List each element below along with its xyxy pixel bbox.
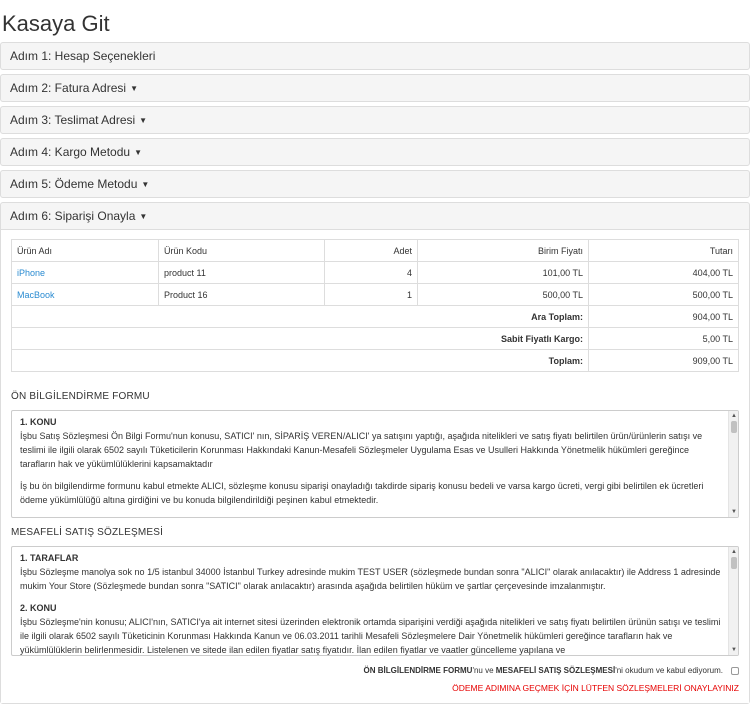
- col-qty: Adet: [325, 240, 418, 262]
- col-unit-price: Birim Fiyatı: [418, 240, 589, 262]
- preinfo-textbox[interactable]: [11, 410, 739, 518]
- total-cell: 500,00 TL: [589, 284, 739, 306]
- unit-price-cell: 101,00 TL: [418, 262, 589, 284]
- cart-table: [11, 239, 739, 372]
- step-6-label: Adım 6: Siparişi Onayla: [10, 209, 136, 223]
- preinfo-paragraph-1: İşbu Satış Sözleşmesi Ön Bilgi Formu'nun konusu, SATICI' nın, SİPARİŞ VEREN/ALICI' ya satışını yaptığı, aşağıda nitelikleri ve satış fiyatı belirtilen ürün/ürünlerin satışı ve teslimi ile ilgili olarak 6502 sayılı Tüketicilerin Korunması Hakkındaki Kanun-Mesafeli Sözleşmeler Uygulama Esas ve Usulleri Hakkında Yönetmelik hükümleri gereğince tarafların hak ve yükümlülüklerini kapsamaktadır: [20, 431, 703, 469]
- grand-total-row: [12, 350, 739, 372]
- product-name-cell: [12, 284, 159, 306]
- agreement-preinfo-bold: ÖN BİLGİLENDİRME FORMU: [363, 666, 473, 675]
- scroll-down-icon[interactable]: ▼: [731, 509, 737, 515]
- col-product-name: Ürün Adı: [12, 240, 159, 262]
- caret-down-icon: ▼: [134, 147, 142, 157]
- contract-heading-2: 2. KONU: [20, 603, 57, 613]
- scroll-up-icon[interactable]: ▲: [731, 549, 737, 555]
- step-4-header[interactable]: [1, 139, 749, 165]
- step-4-label: Adım 4: Kargo Metodu: [10, 145, 131, 159]
- agreement-contract-bold: MESAFELİ SATIŞ SÖZLEŞMESİ: [495, 666, 616, 675]
- step-5-header[interactable]: [1, 171, 749, 197]
- scrollbar[interactable]: [728, 547, 738, 655]
- caret-down-icon: ▼: [130, 83, 138, 93]
- table-row: [12, 284, 739, 306]
- col-product-code: Ürün Kodu: [159, 240, 325, 262]
- contract-textbox[interactable]: [11, 546, 739, 656]
- agreement-warning: ÖDEME ADIMINA GEÇMEK İÇİN LÜTFEN SÖZLEŞMELERİ ONAYLAYINIZ: [452, 683, 739, 693]
- scrollbar-thumb[interactable]: [731, 557, 737, 569]
- caret-down-icon: ▼: [139, 115, 148, 125]
- scroll-down-icon[interactable]: ▼: [731, 647, 737, 653]
- col-total: Tutarı: [589, 240, 739, 262]
- step-4[interactable]: [0, 138, 750, 166]
- contract-paragraph-2: İşbu Sözleşme'nin konusu; ALICI'nın, SATICI'ya ait internet sitesi üzerinden elektronik ortamda siparişini verdiği aşağıda nitelikleri ve satış fiyatı belirtilen ürünün satışı ve teslimi ile ilgili olarak 6502 sayılı Tüketicinin Korunması Hakkında Kanun ve 06.03.2011 tarihli Mesafeli Sözleşmelere Dair Yönetmelik hükümleri gereğince tarafların hak ve yükümlülüklerin belirlenmesidir. Listelenen ve sitede ilan edilen fiyatlar satış fiyatıdır. İlan edilen fiyatlar ve vaatler güncelleme yapılana ve: [20, 617, 721, 655]
- product-code-cell: product 11: [159, 262, 325, 284]
- unit-price-cell: 500,00 TL: [418, 284, 589, 306]
- qty-cell: 4: [325, 262, 418, 284]
- subtotal-row: [12, 306, 739, 328]
- caret-down-icon: ▼: [139, 211, 148, 221]
- scroll-up-icon[interactable]: ▲: [731, 413, 737, 419]
- step-5[interactable]: [0, 170, 750, 198]
- step-3[interactable]: [0, 106, 750, 134]
- step-5-label: Adım 5: Ödeme Metodu: [10, 177, 138, 191]
- step-2[interactable]: [0, 74, 750, 102]
- agreement-text-1: 'nu ve: [472, 666, 496, 675]
- product-name-cell: [12, 262, 159, 284]
- step-1-header[interactable]: [1, 43, 749, 69]
- contract-heading-1: 1. TARAFLAR: [20, 553, 79, 563]
- shipping-label: Sabit Fiyatlı Kargo:: [12, 328, 589, 350]
- caret-down-icon: ▼: [141, 179, 150, 189]
- agreement-checkbox[interactable]: [731, 667, 739, 675]
- table-row: [12, 262, 739, 284]
- confirm-order-body: [1, 229, 749, 703]
- preinfo-heading: 1. KONU: [20, 417, 57, 427]
- step-6-header[interactable]: [1, 203, 749, 229]
- step-3-header[interactable]: [1, 107, 749, 133]
- product-link[interactable]: iPhone: [17, 267, 46, 278]
- agreement-row: [11, 666, 739, 675]
- scrollbar-thumb[interactable]: [731, 421, 737, 433]
- step-3-label: Adım 3: Teslimat Adresi: [10, 113, 136, 127]
- subtotal-label: Ara Toplam:: [12, 306, 589, 328]
- qty-cell: 1: [325, 284, 418, 306]
- shipping-value: 5,00 TL: [589, 328, 739, 350]
- preinfo-paragraph-2: İş bu ön bilgilendirme formunu kabul etmekte ALICI, sözleşme konusu siparişi onayladığı takdirde sipariş konusu bedeli ve varsa kargo ücreti, vergi gibi belirtilen ek ücretleri ödeme yükümlülüğü altına girdiğini ve bu konuda bilgilendirildiği peşinen kabul etmektedir.: [20, 481, 704, 505]
- step-2-header[interactable]: [1, 75, 749, 101]
- step-1-label: Adım 1: Hesap Seçenekleri: [10, 49, 156, 63]
- grand-total-label: Toplam:: [12, 350, 589, 372]
- agreement-text-2: 'ni okudum ve kabul ediyorum.: [615, 666, 723, 675]
- grand-total-value: 909,00 TL: [589, 350, 739, 372]
- subtotal-value: 904,00 TL: [589, 306, 739, 328]
- product-link[interactable]: MacBook: [17, 289, 55, 300]
- step-6: [0, 202, 750, 704]
- total-cell: 404,00 TL: [589, 262, 739, 284]
- shipping-row: [12, 328, 739, 350]
- contract-paragraph-1: İşbu Sözleşme manolya sok no 1/5 istanbul 34000 İstanbul Turkey adresinde mukim TEST USER (sözleşmede bundan sonra "ALICI" olarak anılacaktır) ile Address 1 adresinde mukim Your Store (Sözleşmede bundan sonra "SATICI" olarak anılacaktır) arasında aşağıda belirtilen hüküm ve şartlar çerçevesinde imzalanmıştır.: [20, 567, 721, 591]
- scrollbar[interactable]: [728, 411, 738, 517]
- product-code-cell: Product 16: [159, 284, 325, 306]
- step-1[interactable]: [0, 42, 750, 70]
- step-2-label: Adım 2: Fatura Adresi: [10, 81, 127, 95]
- contract-title: MESAFELİ SATIŞ SÖZLEŞMESİ: [11, 527, 164, 538]
- preinfo-title: ÖN BİLGİLENDİRME FORMU: [11, 391, 150, 402]
- page-title: Kasaya Git: [2, 11, 110, 36]
- cart-header-row: [12, 240, 739, 262]
